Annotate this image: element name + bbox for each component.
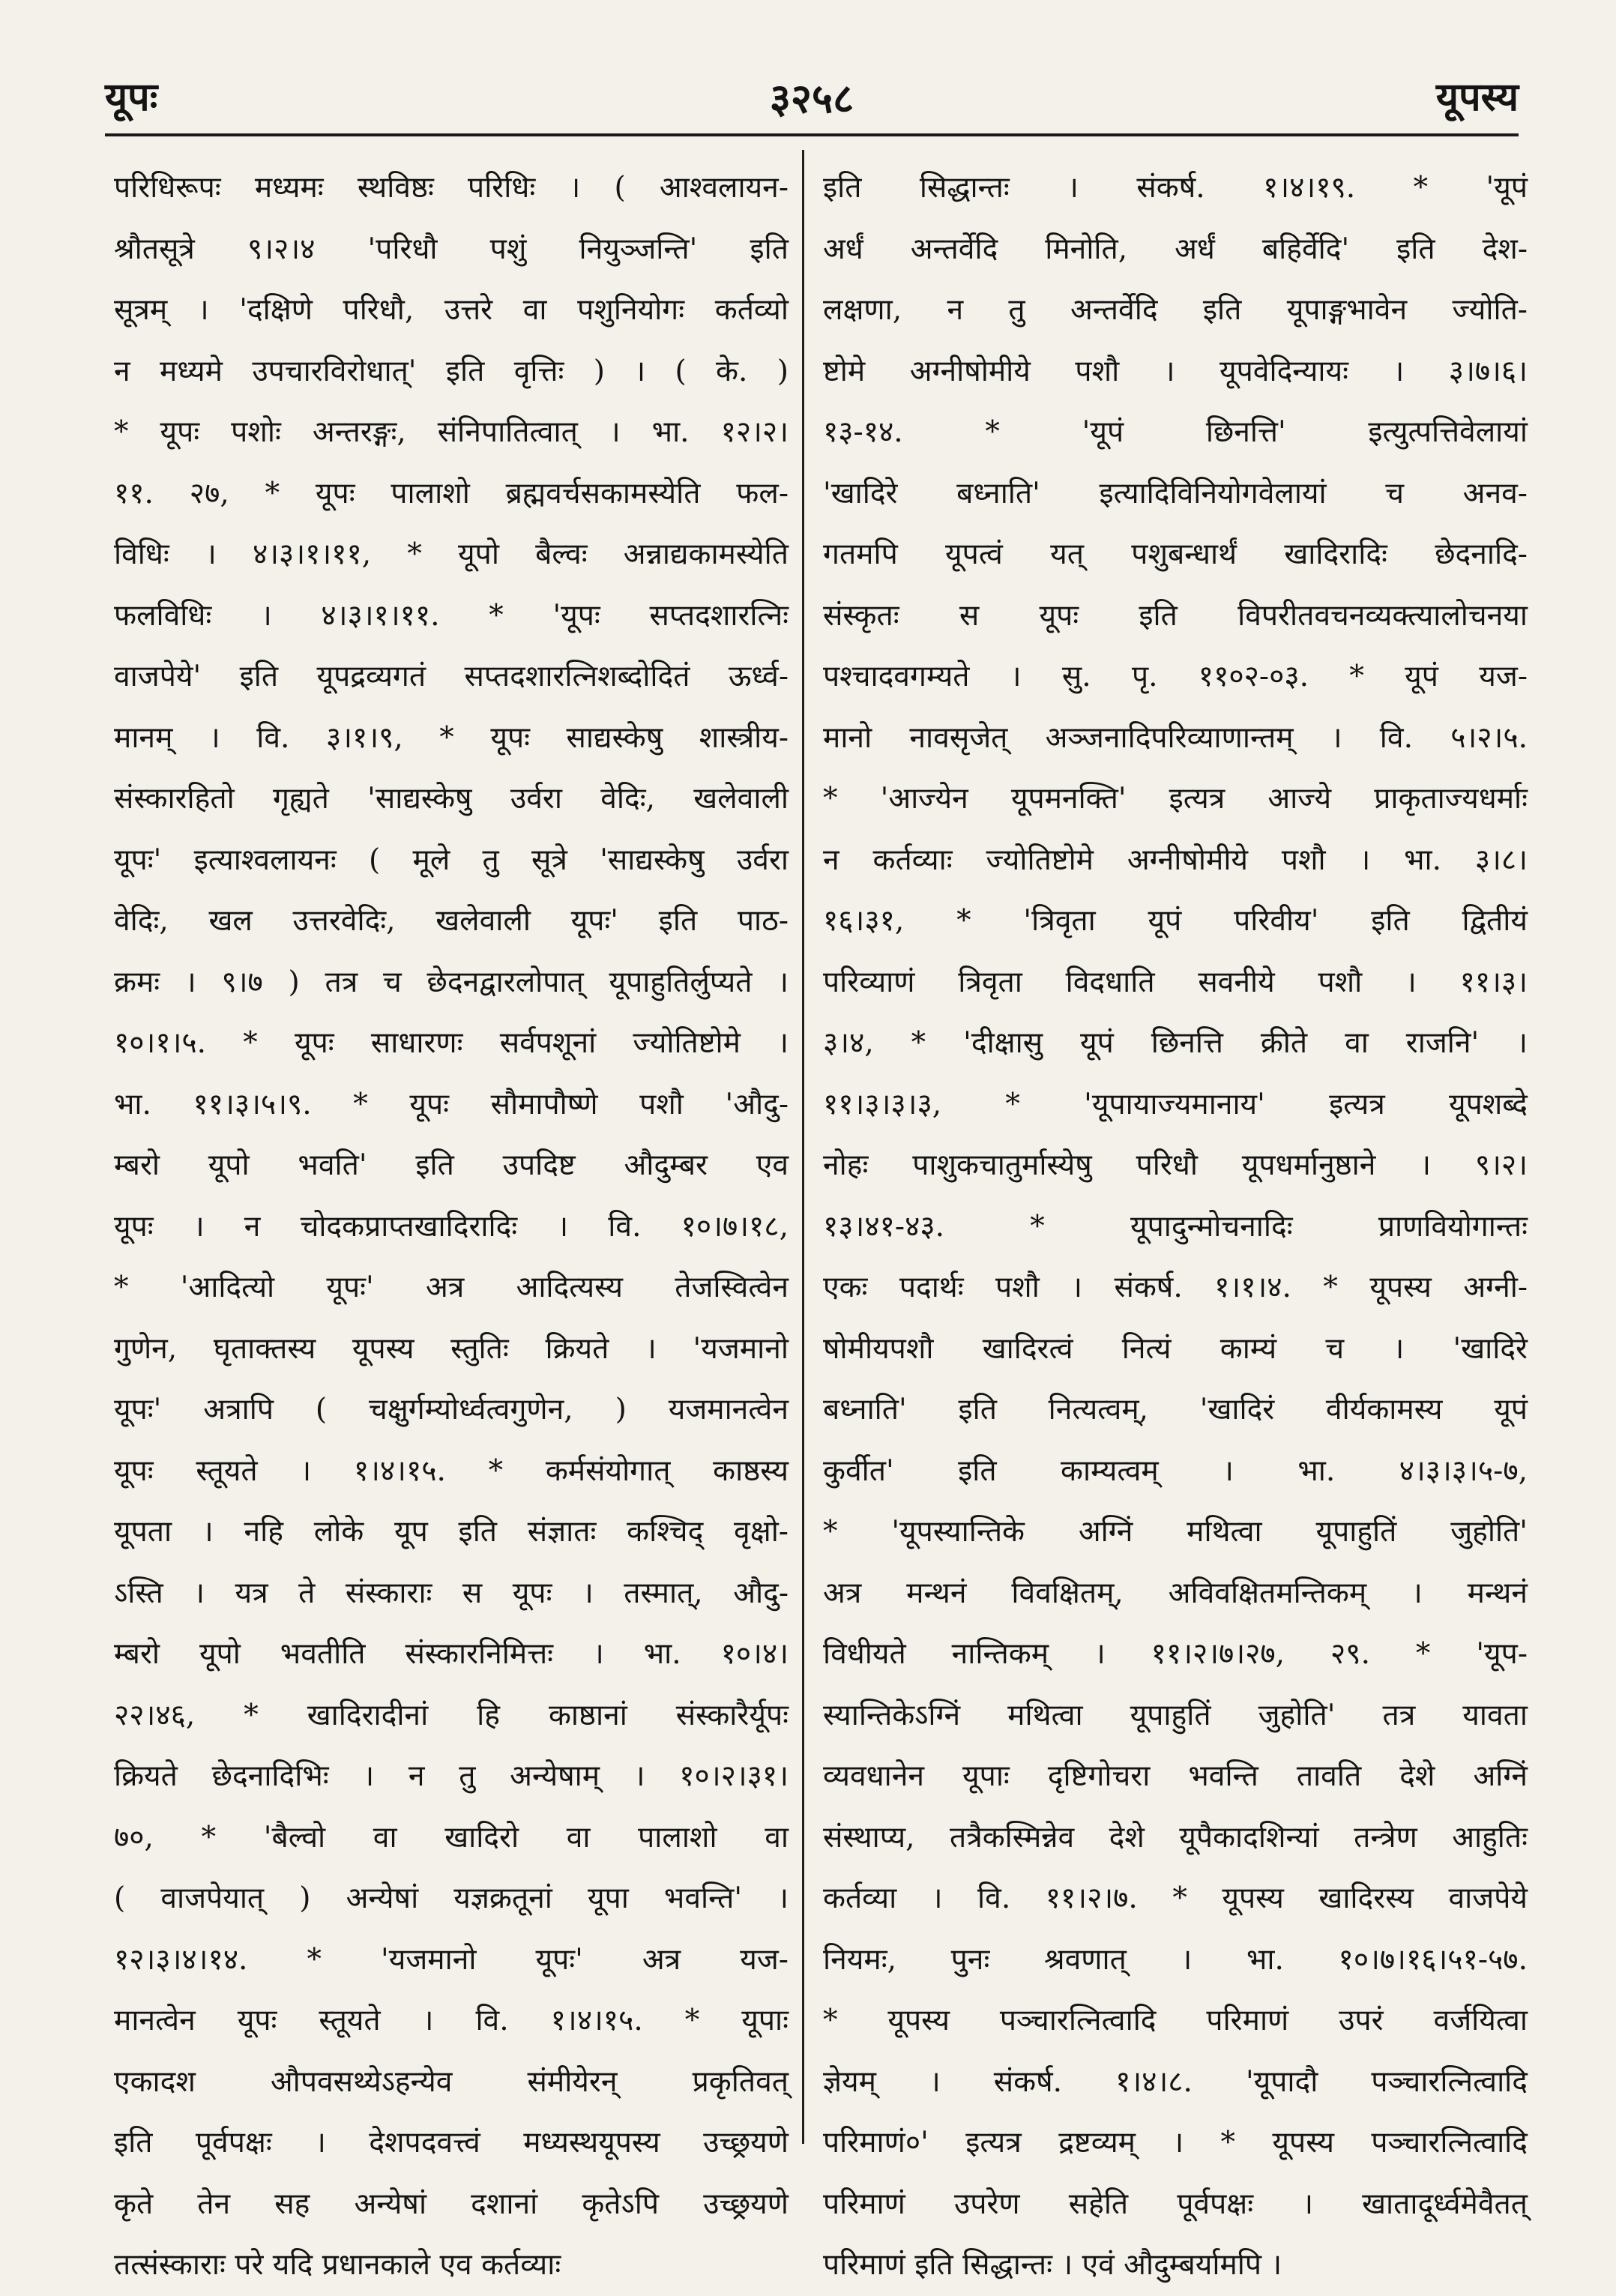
text-line: परिव्याणं त्रिवृता विदधाति सवनीये पशौ । ११।३। <box>823 965 1528 999</box>
text-line: 'खादिरे बध्नाति' इत्यादिविनियोगवेलायां च अनव- <box>823 476 1528 510</box>
text-line: क्रमः । ९।७ ) तत्र च छेदनद्वारलोपात् यूपाहुतिर्लुप्यते । <box>114 965 789 999</box>
page-number: ३२५८ <box>769 74 854 122</box>
text-line: मानो नावसृजेत् अञ्जनादिपरिव्याणान्तम् । वि. ५।२।५. <box>823 720 1528 755</box>
text-line: यूपः स्तूयते । १।४।१५. * कर्मसंयोगात् काष्ठस्य <box>114 1453 789 1488</box>
text-line: १२।३।४।१४. * 'यजमानो यूपः' अत्र यज- <box>114 1942 789 1977</box>
text-line: अत्र मन्थनं विवक्षितम्, अविवक्षितमन्तिकम् । मन्थनं <box>823 1576 1528 1610</box>
text-line: * 'यूपस्यान्तिके अग्निं मथित्वा यूपाहुतिं जुहोति' <box>823 1515 1528 1549</box>
text-line: वाजपेये' इति यूपद्रव्यगतं सप्तदशारत्निशब्दोदितं ऊर्ध्व- <box>114 660 789 693</box>
text-line: मानम् । वि. ३।१।९, * यूपः साद्यस्केषु शास्त्रीय- <box>114 720 789 755</box>
text-line: ज्ञेयम् । संकर्ष. १।४।८. 'यूपादौ पञ्चारत्नित्वादि <box>823 2064 1528 2099</box>
text-line: परिधिरूपः मध्यमः स्थविष्ठः परिधिः । ( आश्वलायन- <box>114 171 789 205</box>
text-line: नोहः पाशुकचातुर्मास्येषु परिधौ यूपधर्मानुष्ठाने । ९।२। <box>823 1148 1528 1182</box>
text-line: म्बरो यूपो भवतीति संस्कारनिमित्तः । भा. १०।४। <box>114 1637 789 1671</box>
text-line: १०।१।५. * यूपः साधारणः सर्वपशूनां ज्योतिष्टोमे । <box>114 1026 789 1060</box>
text-line: ११. २७, * यूपः पालाशो ब्रह्मवर्चसकामस्येति फल- <box>114 476 789 510</box>
header-right-word: यूपस्य <box>1435 74 1519 120</box>
text-line: * 'आदित्यो यूपः' अत्र आदित्यस्य तेजस्वित्वेन <box>114 1271 789 1304</box>
text-line: लक्षणा, न तु अन्तर्वेदि इति यूपाङ्गभावेन ज्योति- <box>823 293 1528 327</box>
text-line: विधीयते नान्तिकम् । ११।२।७।२७, २९. * 'यूप- <box>823 1637 1528 1671</box>
text-line: ऽस्ति । यत्र ते संस्काराः स यूपः । तस्मात्, औदु- <box>114 1576 789 1610</box>
header-rule <box>105 133 1519 136</box>
text-line: नियमः, पुनः श्रवणात् । भा. १०।७।१६।५१-५७. <box>823 1942 1528 1977</box>
text-line: * 'आज्येन यूपमनक्ति' इत्यत्र आज्ये प्राकृताज्यधर्माः <box>823 782 1528 816</box>
text-line: परिमाणं उपरेण सहेति पूर्वपक्षः । खातादूर्ध्वमेवैतत् <box>823 2187 1528 2221</box>
column-divider <box>802 150 804 2144</box>
text-line: श्रौतसूत्रे ९।२।४ 'परिधौ पशुं नियुञ्जन्ति' इति <box>114 232 789 266</box>
text-line: संस्थाप्य, तत्रैकस्मिन्नेव देशे यूपैकादशिन्यां तन्त्रेण आहुतिः <box>823 1820 1528 1854</box>
text-line: कृते तेन सह अन्येषां दशानां कृतेऽपि उच्छ्रयणे <box>114 2187 789 2221</box>
text-line: ष्टोमे अग्नीषोमीये पशौ । यूपवेदिन्यायः । ३।७।६। <box>823 354 1528 388</box>
text-line: षोमीयपशौ खादिरत्वं नित्यं काम्यं च । 'खादिरे <box>823 1331 1528 1366</box>
text-line: * यूपः पशोः अन्तरङ्गः, संनिपातित्वात् । भा. १२।२। <box>114 415 789 449</box>
text-line: भा. ११।३।५।९. * यूपः सौमापौष्णे पशौ 'औदु- <box>114 1087 789 1121</box>
text-line: बध्नाति' इति नित्यत्वम्, 'खादिरं वीर्यकामस्य यूपं <box>823 1393 1528 1426</box>
text-line: ( वाजपेयात् ) अन्येषां यज्ञक्रतूनां यूपा भवन्ति' । <box>114 1881 789 1915</box>
text-line: क्रियते छेदनादिभिः । न तु अन्येषाम् । १०।२।३१। <box>114 1759 789 1793</box>
page-header <box>105 69 1519 136</box>
text-line: स्यान्तिकेऽग्निं मथित्वा यूपाहुतिं जुहोति' तत्र यावता <box>823 1698 1528 1732</box>
text-line: २२।४६, * खादिरादीनां हि काष्ठानां संस्कारैर्यूपः <box>114 1698 789 1732</box>
text-line: तत्संस्काराः परे यदि प्रधानकाले एव कर्तव्याः <box>114 2248 561 2282</box>
text-line: एकादश औपवसथ्येऽहन्येव संमीयेरन् प्रकृतिवत् <box>114 2064 789 2099</box>
header-left-word: यूपः <box>105 74 158 120</box>
text-line: इति सिद्धान्तः । संकर्ष. १।४।१९. * 'यूपं <box>823 171 1528 205</box>
text-line: १३-१४. * 'यूपं छिनत्ति' इत्युत्पत्तिवेलायां <box>823 415 1528 449</box>
text-line: ११।३।३।३, * 'यूपायाज्यमानाय' इत्यत्र यूपशब्दे <box>823 1087 1528 1121</box>
text-line: व्यवधानेन यूपाः दृष्टिगोचरा भवन्ति तावति देशे अग्निं <box>823 1759 1528 1793</box>
text-line: यूपः' अत्रापि ( चक्षुर्गम्योर्ध्वत्वगुणेन, ) यजमानत्वेन <box>114 1393 789 1426</box>
text-line: मानत्वेन यूपः स्तूयते । वि. १।४।१५. * यूपाः <box>114 2004 789 2037</box>
text-line: सूत्रम् । 'दक्षिणे परिधौ, उत्तरे वा पशुनियोगः कर्तव्यो <box>114 293 789 327</box>
text-line: कुर्वीत' इति काम्यत्वम् । भा. ४।३।३।५-७, <box>823 1453 1528 1488</box>
text-line: संस्कारहितो गृह्यते 'साद्यस्केषु उर्वरा वेदिः, खलेवाली <box>114 782 789 816</box>
text-line: ७०, * 'बैल्वो वा खादिरो वा पालाशो वा <box>114 1820 789 1854</box>
text-line: एकः पदार्थः पशौ । संकर्ष. १।१।४. * यूपस्य अग्नी- <box>823 1271 1528 1304</box>
text-line: विधिः । ४।३।१।११, * यूपो बैल्वः अन्नाद्यकामस्येति <box>114 537 789 571</box>
text-line: वेदिः, खल उत्तरवेदिः, खलेवाली यूपः' इति पाठ- <box>114 904 789 938</box>
text-line: यूपः । न चोदकप्राप्तखादिरादिः । वि. १०।७।१८, <box>114 1209 789 1244</box>
text-line: १६।३१, * 'त्रिवृता यूपं परिवीय' इति द्वितीयं <box>823 904 1528 938</box>
text-line: न कर्तव्याः ज्योतिष्टोमे अग्नीषोमीये पशौ । भा. ३।८। <box>823 843 1528 877</box>
text-line: म्बरो यूपो भवति' इति उपदिष्ट औदुम्बर एव <box>114 1148 789 1182</box>
text-line: * यूपस्य पञ्चारत्नित्वादि परिमाणं उपरं वर्जयित्वा <box>823 2004 1528 2037</box>
text-line: कर्तव्या । वि. ११।२।७. * यूपस्य खादिरस्य वाजपेये <box>823 1881 1528 1915</box>
text-line: संस्कृतः स यूपः इति विपरीतवचनव्यक्त्यालोचनया <box>823 598 1528 633</box>
text-line: ३।४, * 'दीक्षासु यूपं छिनत्ति क्रीते वा राजनि' । <box>823 1026 1528 1060</box>
left-column <box>114 157 789 2282</box>
text-line: न मध्यमे उपचारविरोधात्' इति वृत्तिः ) । ( के. ) <box>114 354 789 388</box>
text-line: इति पूर्वपक्षः । देशपदवत्त्वं मध्यस्थयूपस्य उच्छ्रयणे <box>114 2126 789 2160</box>
text-line: गुणेन, घृताक्तस्य यूपस्य स्तुतिः क्रियते । 'यजमानो <box>114 1331 789 1366</box>
text-line: फलविधिः । ४।३।१।११. * 'यूपः सप्तदशारत्निः <box>114 598 789 633</box>
text-line: पश्चादवगम्यते । सु. पृ. ११०२-०३. * यूपं यज- <box>823 660 1528 693</box>
right-column <box>823 157 1528 2282</box>
text-line: परिमाणं०' इत्यत्र द्रष्टव्यम् । * यूपस्य पञ्चारत्नित्वादि <box>823 2126 1528 2160</box>
text-line: गतमपि यूपत्वं यत् पशुबन्धार्थं खादिरादिः छेदनादि- <box>823 537 1528 571</box>
text-line: परिमाणं इति सिद्धान्तः । एवं औदुम्बर्यामपि । <box>823 2248 1282 2282</box>
text-line: यूपः' इत्याश्वलायनः ( मूले तु सूत्रे 'साद्यस्केषु उर्वरा <box>114 843 789 877</box>
text-line: १३।४१-४३. * यूपादुन्मोचनादिः प्राणवियोगान्तः <box>823 1209 1528 1244</box>
text-line: यूपता । नहि लोके यूप इति संज्ञातः कश्चिद् वृक्षो- <box>114 1515 789 1549</box>
text-line: अर्धं अन्तर्वेदि मिनोति, अर्धं बहिर्वेदि' इति देश- <box>823 232 1528 266</box>
